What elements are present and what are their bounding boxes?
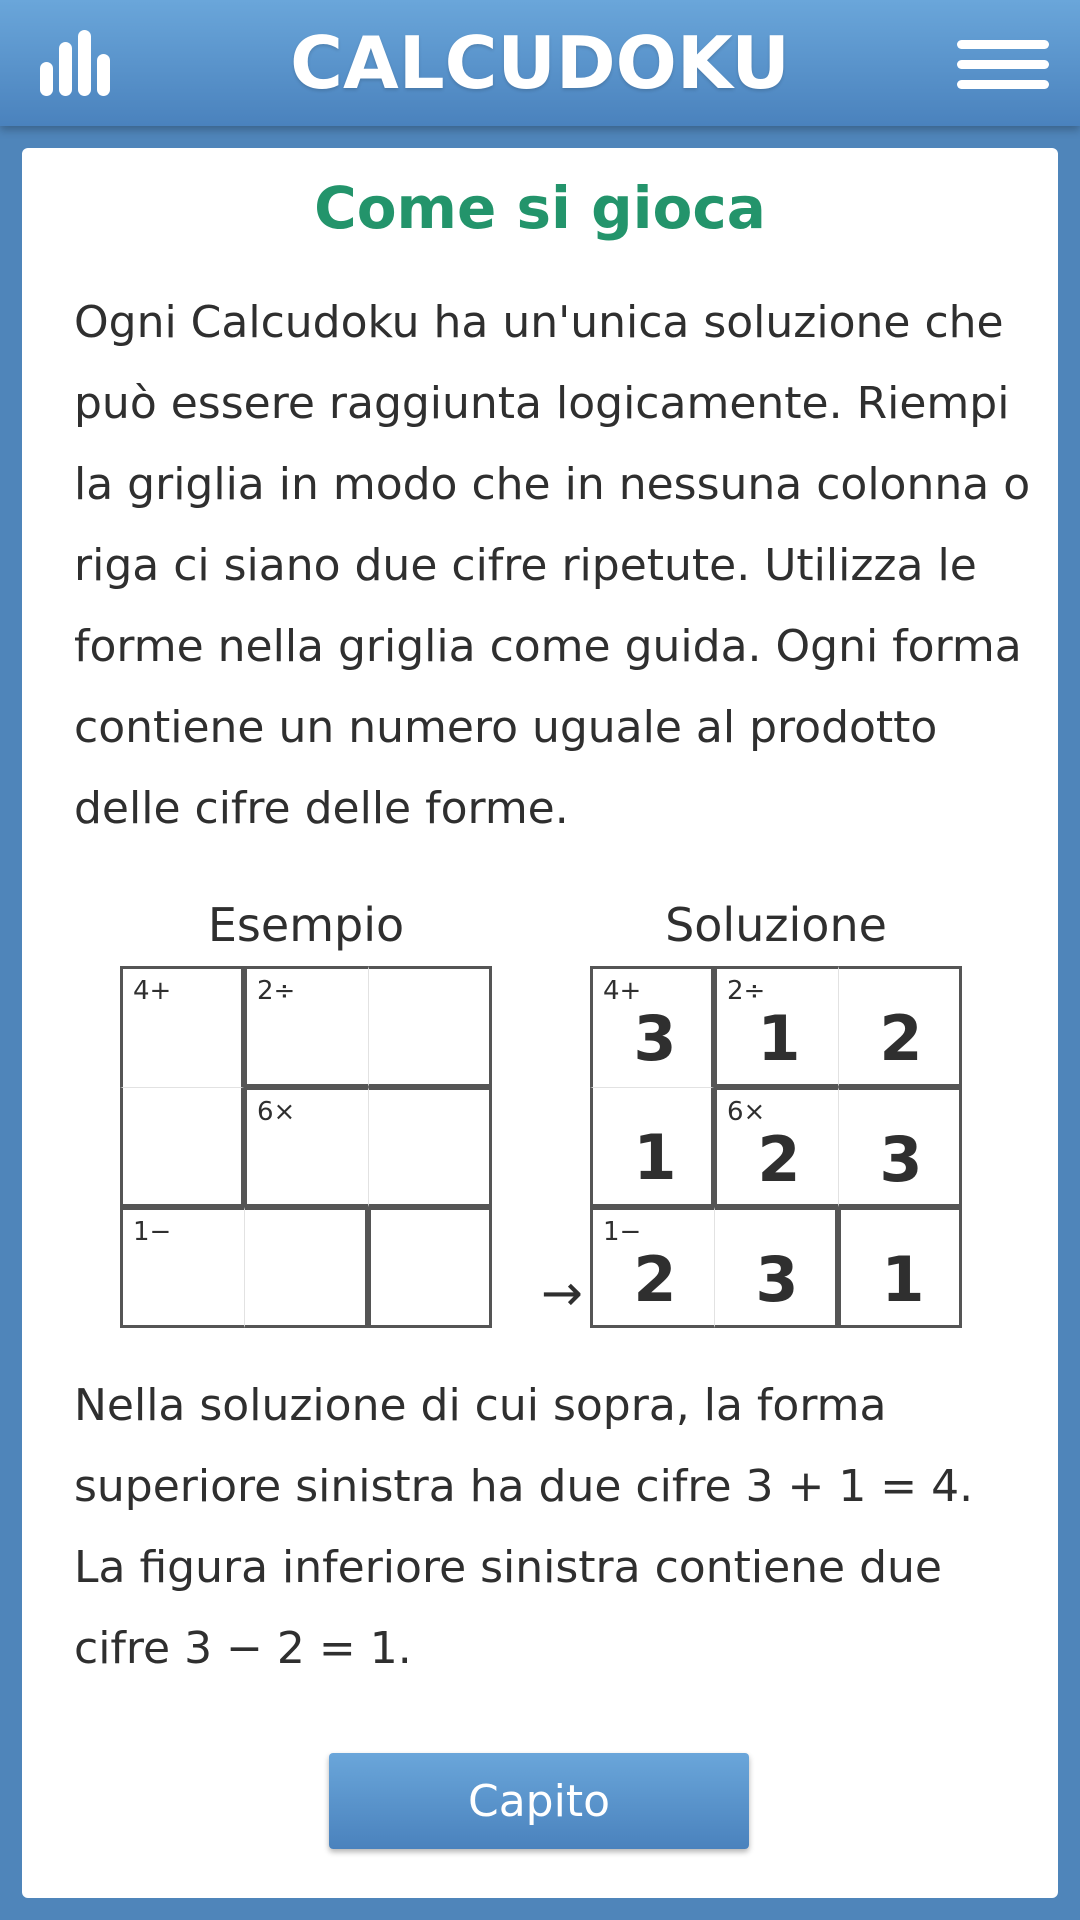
solution-label: Soluzione [665, 898, 887, 952]
grid-cell [714, 1087, 838, 1208]
rules-paragraph: Ogni Calcudoku ha un'unica soluzione che può essere raggiunta logicamente. Riempi la griglia in modo che in nessuna colonna o riga ci siano due cifre ripetute. Utilizza le forme nella griglia come guida. Ogni forma contiene un numero uguale al prodotto delle cifre delle forme. [74, 297, 1031, 834]
grid-cell [368, 1087, 492, 1208]
cage-clue: 1− [133, 1217, 172, 1248]
grid-cell [590, 1207, 714, 1328]
arrow-icon: → [541, 1264, 583, 1322]
grid-cell [838, 1207, 962, 1328]
grid-cell [244, 1207, 368, 1328]
cage-clue: 2÷ [727, 976, 766, 1006]
app-title: CALCUDOKU [290, 21, 790, 105]
grid-cell [120, 1087, 244, 1208]
grid-cell [244, 966, 368, 1087]
grid-cell [590, 1087, 714, 1208]
grid-cell [714, 1207, 838, 1328]
grid-cell [120, 1207, 244, 1328]
cell-value: 1 [881, 1243, 925, 1317]
cell-value: 2 [633, 1243, 677, 1317]
grid-cell [714, 966, 838, 1087]
grid-cell [838, 1087, 962, 1208]
got-it-button[interactable]: Capito [329, 1753, 749, 1849]
cell-value: 1 [757, 1002, 801, 1075]
cage-clue: 4+ [133, 976, 172, 1006]
how-to-play-dialog [22, 148, 1058, 1898]
grid-cell [244, 1087, 368, 1208]
cell-value: 3 [755, 1243, 799, 1317]
cage-clue: 2÷ [257, 976, 296, 1006]
grid-cell [120, 966, 244, 1087]
cell-value: 3 [633, 1002, 677, 1075]
dialog-title: Come si gioca [314, 174, 766, 242]
cage-clue: 1− [603, 1217, 642, 1248]
example-grid [120, 966, 492, 1328]
cell-value: 1 [633, 1120, 677, 1194]
cell-value: 3 [879, 1122, 923, 1196]
cage-clue: 4+ [603, 976, 642, 1006]
explanation-paragraph: Nella soluzione di cui sopra, la forma superiore sinistra ha due cifre 3 + 1 = 4. La figura inferiore sinistra contiene due cifre 3 − 2 = 1. [74, 1380, 974, 1674]
example-label: Esempio [207, 898, 405, 952]
solution-grid [590, 966, 962, 1328]
app-header [0, 0, 1080, 126]
grid-cell [368, 1207, 492, 1328]
grid-cell [590, 966, 714, 1087]
cage-clue: 6× [727, 1096, 766, 1127]
hamburger-menu-icon[interactable] [957, 40, 1049, 90]
grid-cell [838, 966, 962, 1087]
cell-value: 2 [757, 1122, 801, 1196]
cell-value: 2 [879, 1002, 923, 1075]
grid-cell [368, 966, 492, 1087]
cage-clue: 6× [257, 1096, 296, 1127]
